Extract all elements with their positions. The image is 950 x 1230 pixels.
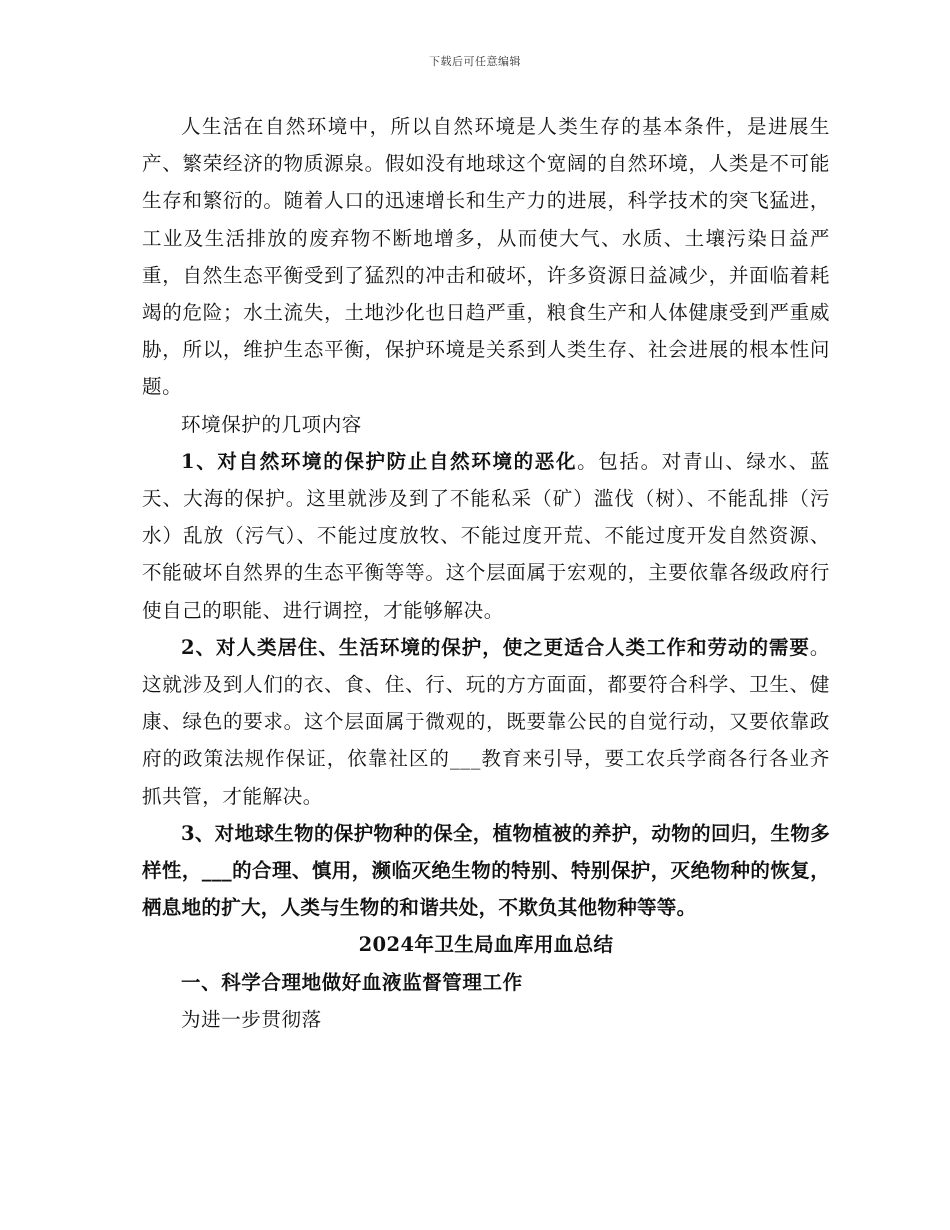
item1-body-text: 。包括。对青山、绿水、蓝天、大海的保护。这里就涉及到了不能私采（矿）滥伐（树）、不能乱排（污水）乱放（污气）、不能过度放牧、不能过度开荒、不能过度开发自然资源、不能破坏自然界的生态平衡等等。这个层面属于宏观的，主要依靠各级政府行使自己的职能、进行调控，才能够解决。 [142, 449, 831, 622]
item1-paragraph [142, 443, 830, 629]
intro-paragraph: 人生活在自然环境中，所以自然环境是人类生存的基本条件，是进展生产、繁荣经济的物质源泉。假如没有地球这个宽阔的自然环境，人类是不可能生存和繁衍的。随着人口的迅速增长和生产力的进展，科学技术的突飞猛进，工业及生活排放的废弃物不断地增多，从而使大气、水质、土壤污染日益严重，自然生态平衡受到了猛烈的冲击和破坏，许多资源日益减少，并面临着耗竭的危险；水土流失，土地沙化也日趋严重，粮食生产和人体健康受到严重威胁，所以，维护生态平衡，保护环境是关系到人类生存、社会进展的根本性问题。 [142, 115, 830, 399]
item2-body-text: 。这就涉及到人们的衣、食、住、行、玩的方方面面，都要符合科学、卫生、健康、绿色的要求。这个层面属于微观的，既要靠公民的自觉行动，又要依靠政府的政策法规作保证，依靠社区的___教育来引导，要工农兵学商各行各业齐抓共管，才能解决。 [142, 635, 830, 808]
item2-paragraph [142, 629, 830, 815]
item2-bold-lead: 2、对人类居住、生活环境的保护，使之更适合人类工作和劳动的需要 [181, 635, 810, 659]
section-1-heading: 一、科学合理地做好血液监督管理工作 [181, 970, 523, 994]
document-body [142, 108, 830, 1038]
section-1-text: 为进一步贯彻落 [181, 1007, 322, 1031]
second-document-title: 2024年卫生局血库用血总结 [358, 933, 614, 957]
item1-bold-lead: 1、对自然环境的保护防止自然环境的恶化 [181, 449, 578, 473]
item3-paragraph: 3、对地球生物的保护物种的保全，植物植被的养护，动物的回归，生物多样性，___的合理、慎用，濒临灭绝生物的特别、特别保护，灭绝物种的恢复，栖息地的扩大，人类与生物的和谐共处，不欺负其他物种等等。 [142, 821, 830, 920]
subheading-paragraph: 环境保护的几项内容 [181, 412, 362, 436]
page-header-note: 下载后可任意编辑 [429, 55, 521, 68]
